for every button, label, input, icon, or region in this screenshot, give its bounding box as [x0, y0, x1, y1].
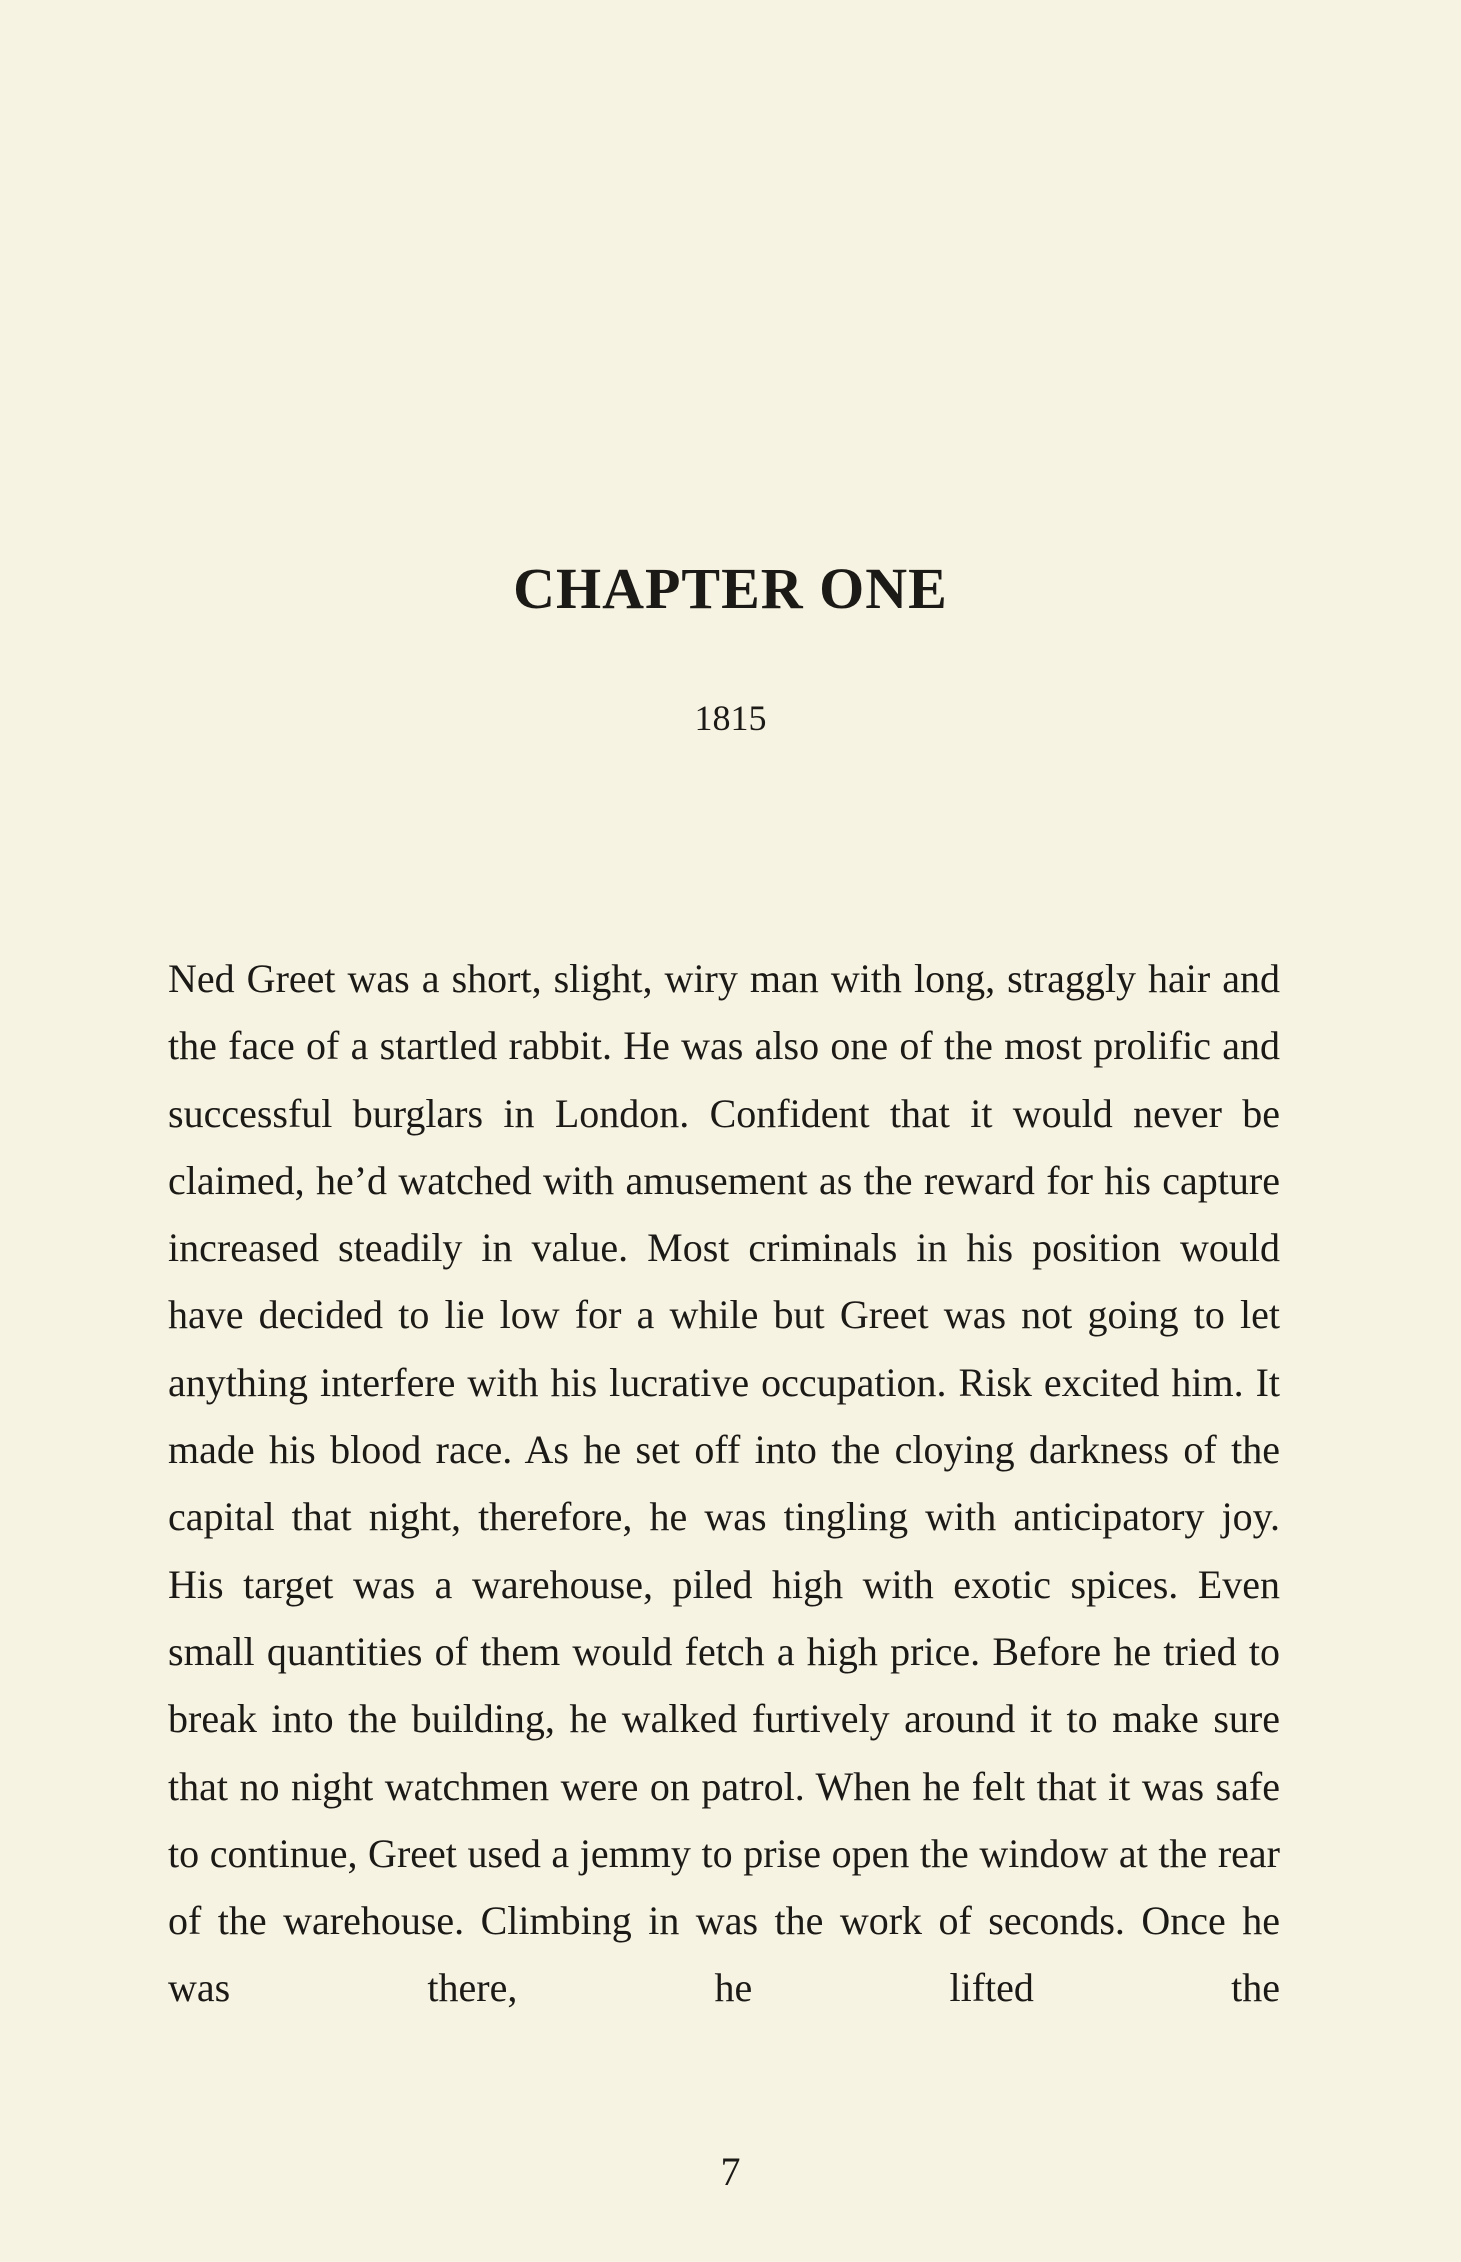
chapter-title: CHAPTER ONE	[513, 556, 948, 621]
page-number: 7	[720, 2149, 741, 2194]
body-paragraph: Ned Greet was a short, slight, wiry man with long, straggly hair and the face of a startled rabbit. He was also one of the most prolific and successful burglars in London. Confident that it would never be claimed, he’d watched with amusement as the reward for his capture increased steadily in value. Most criminals in his position would have decided to lie low for a while but Greet was not going to let anything interfere with his lucrative occupation. Risk excited him. It made his blood race. As he set off into the cloying darkness of the capital that night, therefore, he was tingling with anticipatory joy. His target was a warehouse, piled high with exotic spices. Even small quantities of them would fetch a high price. Before he tried to break into the building, he walked furtively around it to make sure that no night watchmen were on patrol. When he felt that it was safe to continue, Greet used a jemmy to prise open the window at the rear of the warehouse. Climbing in was the work of seconds. Once he was there, he lifted the	[168, 956, 1280, 2011]
chapter-year: 1815	[694, 698, 767, 738]
